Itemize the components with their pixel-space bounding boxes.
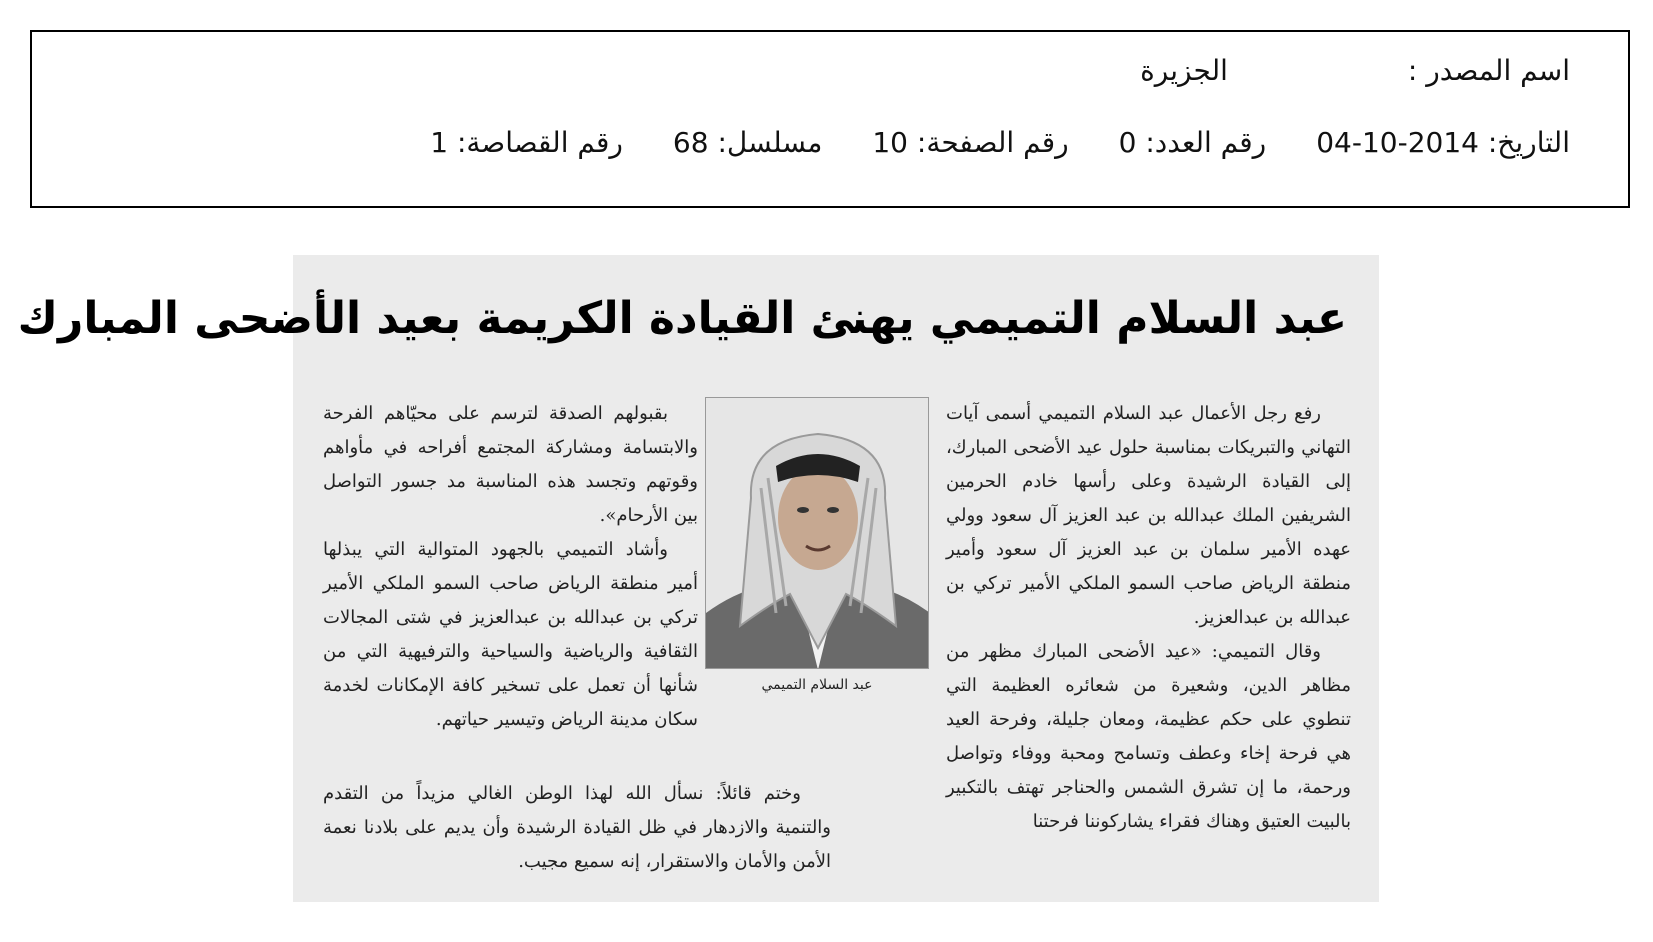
- article-column-left: [323, 397, 698, 737]
- source-metadata-box: [30, 30, 1630, 208]
- page-field: رقم الصفحة: 10: [872, 126, 1069, 159]
- issue-field: رقم العدد: 0: [1118, 126, 1267, 159]
- photo-caption: عبد السلام التميمي: [761, 677, 873, 693]
- source-label: اسم المصدر :: [1407, 54, 1570, 87]
- page-value: 10: [872, 126, 908, 159]
- article-paragraph: وأشاد التميمي بالجهود المتوالية التي يبذلها أمير منطقة الرياض صاحب السمو الملكي الأمير تركي بن عبدالله بن عبدالعزيز في شتى المجالات الثقافية والرياضية والسياحية والترفيهية التي من شأنها أن تعمل على تسخير كافة الإمكانات لخدمة سكان مدينة الرياض وتيسير حياتهم.: [323, 539, 698, 730]
- clip-field: رقم القصاصة: 1: [430, 126, 623, 159]
- date-value: 2014-10-04: [1316, 126, 1479, 159]
- source-row: [1140, 54, 1570, 87]
- article-column-bottom: [323, 777, 831, 879]
- article-paragraph: رفع رجل الأعمال عبد السلام التميمي أسمى آيات التهاني والتبريكات بمناسبة حلول عيد الأضحى المبارك، إلى القيادة الرشيدة وعلى رأسها خادم الحرمين الشريفين الملك عبدالله بن عبد العزيز آل سعود وولي عهده الأمير سلمان بن عبد العزيز آل سعود وأمير منطقة الرياض صاحب السمو الملكي الأمير تركي بن عبدالله بن عبدالعزيز.: [946, 403, 1351, 628]
- article-column-right: [946, 397, 1351, 839]
- portrait-illustration: [706, 398, 929, 669]
- portrait-photo: [705, 397, 929, 669]
- newspaper-clipping: [17, 255, 1379, 902]
- details-row: [430, 126, 1570, 159]
- article-paragraph: بقبولهم الصدقة لترسم على محيّاهم الفرحة والابتسامة ومشاركة المجتمع أفراحه في مأواهم وقوتهم وتجسد هذه المناسبة مد جسور التواصل بين الأرحام».: [323, 403, 698, 526]
- article-paragraph: وختم قائلاً: نسأل الله لهذا الوطن الغالي مزيداً من التقدم والتنمية والازدهار في ظل القيادة الرشيدة وأن يديم على بلادنا نعمة الأمن والأمان والاستقرار، إنه سميع مجيب.: [323, 783, 831, 872]
- article-paragraph: وقال التميمي: «عيد الأضحى المبارك مظهر من مظاهر الدين، وشعيرة من شعائره العظيمة التي تنطوي على حكم عظيمة، ومعان جليلة، وفرحة العيد هي فرحة إخاء وعطف وتسامح ومحبة ووفاء وتواصل ورحمة، ما إن تشرق الشمس والحناجر تهتف بالتكبير بالبيت العتيق وهناك فقراء يشاركوننا فرحتنا: [946, 641, 1351, 832]
- source-value: الجزيرة: [1140, 54, 1228, 87]
- article-headline: عبد السلام التميمي يهنئ القيادة الكريمة بعيد الأضحى المبارك: [17, 293, 1347, 344]
- serial-field: مسلسل: 68: [672, 126, 823, 159]
- issue-value: 0: [1118, 126, 1137, 159]
- clip-value: 1: [430, 126, 449, 159]
- serial-value: 68: [672, 126, 709, 159]
- date-field: التاريخ: 2014-10-04: [1316, 126, 1570, 159]
